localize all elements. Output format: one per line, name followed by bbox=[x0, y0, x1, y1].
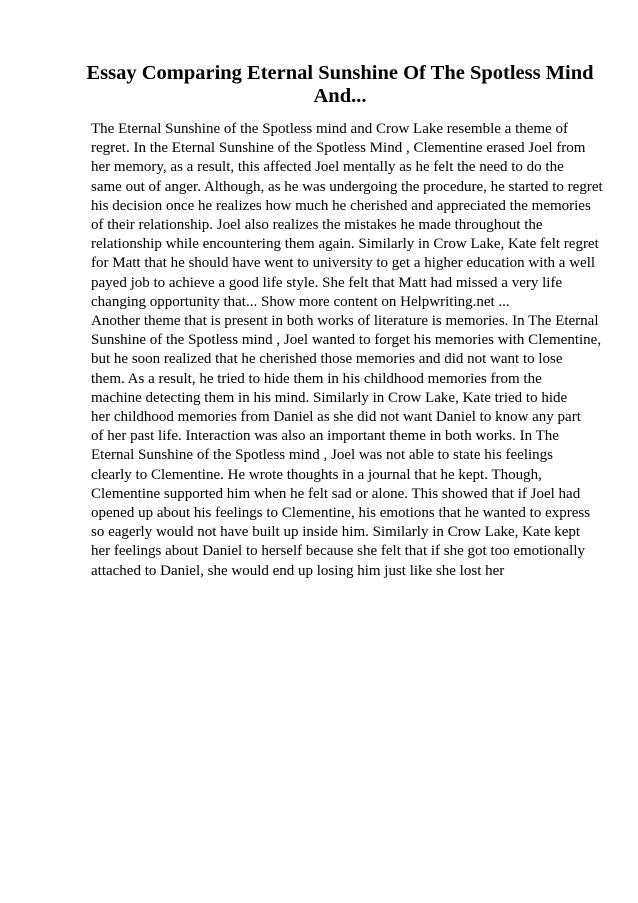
body-line: regret. In the Eternal Sunshine of the Spotless Mind , Clementine erased Joel from bbox=[91, 140, 586, 157]
body-line: of her past life. Interaction was also an important theme in both works. In The bbox=[91, 428, 559, 445]
title-line: And... bbox=[313, 85, 367, 107]
body-line: relationship while encountering them again. Similarly in Crow Lake, Kate felt regret bbox=[91, 236, 599, 253]
body-line: but he soon realized that he cherished those memories and did not want to lose bbox=[91, 351, 563, 368]
body-line: opened up about his feelings to Clementine, his emotions that he wanted to express bbox=[91, 505, 591, 522]
body-line: changing opportunity that... Show more content on Helpwriting.net ... bbox=[91, 293, 510, 310]
document-title bbox=[80, 62, 600, 108]
body-line: Eternal Sunshine of the Spotless mind , Joel was not able to state his feelings bbox=[91, 447, 554, 464]
body-line: so eagerly would not have built up inside him. Similarly in Crow Lake, Kate kept bbox=[91, 524, 581, 541]
body-line: her childhood memories from Daniel as she did not want Daniel to know any part bbox=[91, 409, 581, 426]
body-line: clearly to Clementine. He wrote thoughts in a journal that he kept. Though, bbox=[91, 466, 542, 483]
body-line: her feelings about Daniel to herself because she felt that if she got too emotionally bbox=[91, 543, 586, 560]
body-line: same out of anger. Although, as he was undergoing the procedure, he started to regret bbox=[91, 178, 603, 195]
body-line: The Eternal Sunshine of the Spotless mind and Crow Lake resemble a theme of bbox=[91, 121, 568, 137]
essay-body bbox=[91, 120, 611, 581]
body-line: for Matt that he should have went to university to get a higher education with a well bbox=[91, 255, 596, 272]
body-line: machine detecting them in his mind. Similarly in Crow Lake, Kate tried to hide bbox=[91, 389, 568, 406]
body-line: Another theme that is present in both works of literature is memories. In The Eternal bbox=[91, 313, 599, 330]
body-line: Sunshine of the Spotless mind , Joel wanted to forget his memories with Clementine, bbox=[91, 332, 602, 349]
title-line: Essay Comparing Eternal Sunshine Of The Spotless Mind bbox=[86, 62, 594, 84]
body-line: her memory, as a result, this affected Joel mentally as he felt the need to do the bbox=[91, 159, 564, 176]
body-line: of their relationship. Joel also realizes the mistakes he made throughout the bbox=[91, 217, 543, 234]
body-line: attached to Daniel, she would end up losing him just like she lost her bbox=[91, 562, 505, 579]
body-line: them. As a result, he tried to hide them in his childhood memories from the bbox=[91, 370, 542, 387]
body-line: his decision once he realizes how much he cherished and appreciated the memories bbox=[91, 197, 591, 214]
body-line: Clementine supported him when he felt sad or alone. This showed that if Joel had bbox=[91, 485, 581, 502]
body-line: payed job to achieve a good life style. She felt that Matt had missed a very life bbox=[91, 274, 563, 291]
